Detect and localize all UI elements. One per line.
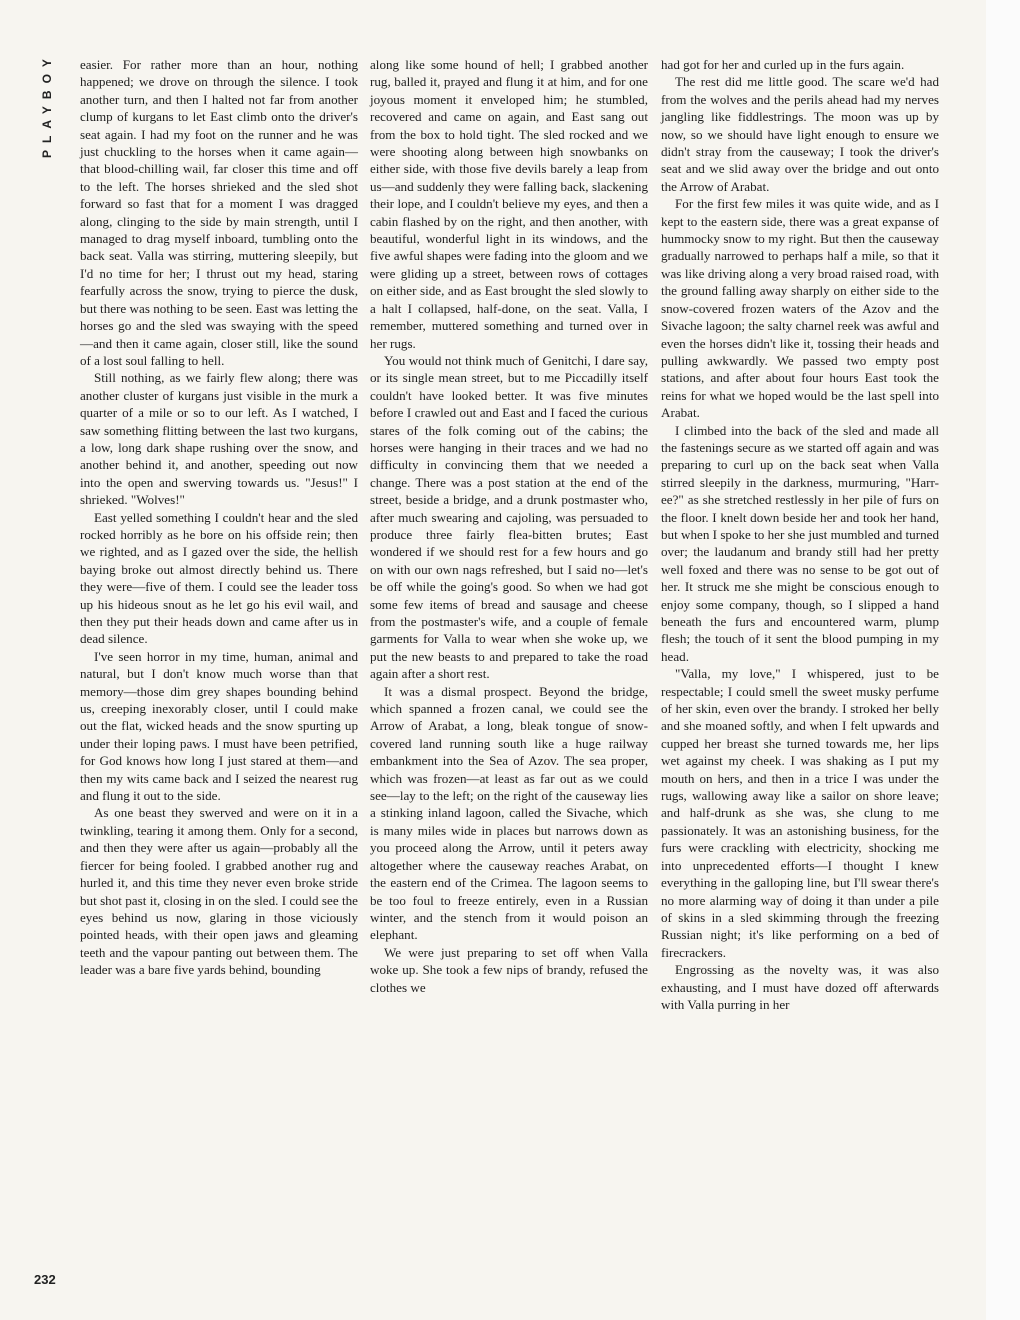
masthead-label: PLAYBOY [40, 52, 54, 158]
paragraph: For the first few miles it was quite wide, and as I kept to the eastern side, there was a great expanse of hummocky snow to my right. But then the causeway gradually narrowed to perhaps half a mile, so that it was like driving along a very broad raised road, with the ground falling away sharply on either side to the snow-covered frozen waters of the Azov and the Sivache lagoon; the salty charnel reek was awful and even the horses didn't like it, tossing their heads and pulling awkwardly. We passed two empty post stations, and after about four hours East took the reins for what we hoped would be the last spell into Arabat. [661, 196, 939, 421]
paragraph: As one beast they swerved and were on it in a twinkling, tearing it among them. Only for a second, and then they were after us again—probably all the fiercer for being fooled. I grabbed another rug and hurled it, and this time they never even broke stride but shot past it, closing in on the sled. I could see the eyes behind us now, glaring in those viciously pointed heads, with their open jaws and gleaming teeth and the vapour panting out between them. The leader was a bare five yards behind, bounding [80, 805, 358, 978]
paragraph: had got for her and curled up in the furs again. [661, 57, 905, 72]
text-column-1 [80, 56, 358, 979]
text-column-3 [661, 56, 939, 1013]
paragraph: along like some hound of hell; I grabbed another rug, balled it, prayed and flung it at him, and for one joyous moment it enveloped him; he stumbled, recovered and came on again, and East sang out from the box to hold tight. The sled rocked and we were shooting along between high snowbanks on either side, with those five devils barely a leap from us—and suddenly they were falling back, slackening their lope, and I couldn't believe my eyes, and then a cabin flashed by on the right, and then another, with beautiful, wonderful light in its windows, and the five awful shapes were fading into the gloom and we were gliding up a street, between rows of cottages on either side, and as East brought the sled slowly to a halt I collapsed, half-done, on the seat. Valla, I remember, muttered something and turned over in her rugs. [370, 57, 648, 351]
paragraph: Engrossing as the novelty was, it was also exhausting, and I must have dozed off afterwards with Valla purring in her [661, 962, 939, 1012]
page-number: 232 [34, 1272, 56, 1287]
paragraph: The rest did me little good. The scare we'd had from the wolves and the perils ahead had my nerves jangling like fiddlestrings. The moon was up by now, so we should have light enough to ensure we didn't stray from the causeway; I took the driver's seat and we slid away over the bridge and out onto the Arrow of Arabat. [661, 74, 939, 194]
paragraph: "Valla, my love," I whispered, just to be respectable; I could smell the sweet musky perfume of her skin, even over the brandy. I stroked her belly and she moaned softly, and when I felt upwards and cupped her breast she turned towards me, her lips wet against my cheek. I was shaking as I put my mouth on hers, and then in a trice I was under the rugs, wallowing away like a sailor on shore leave; and half-drunk as she was, she clung to me passionately. It was an astonishing business, for the furs were crackling with electricity, shocking me into unprecedented efforts—I thought I knew everything in the galloping line, but I'll swear there's no more alarming way of doing it than under a pile of skins in a sled skimming through the freezing Russian night; it's like performing on a bed of firecrackers. [661, 666, 939, 960]
paragraph: easier. For rather more than an hour, nothing happened; we drove on through the silence. I took another turn, and then I halted not far from another clump of kurgans to let East climb onto the driver's seat again. I had my foot on the runner and he was just chuckling to the horses when it came again—that blood-chilling wail, far closer this time and off to the left. The horses shrieked and the sled shot forward so fast that for a moment I was dragged along, clinging to the side by main strength, until I managed to drag myself inboard, tumbling onto the back seat. Valla was stirring, muttering sleepily, but I'd no time for her; I thrust out my head, staring fearfully across the snow, trying to pierce the dusk, but there was nothing to be seen. East was letting the horses go and the sled was swaying with the speed —and then it came again, closer still, like the sound of a lost soul falling to hell. [80, 57, 358, 368]
paragraph: We were just preparing to set off when Valla woke up. She took a few nips of brandy, refused the clothes we [370, 944, 648, 995]
paragraph: I've seen horror in my time, human, animal and natural, but I don't know much worse than that memory—those dim grey shapes bounding behind us, creeping inexorably closer, until I could make out the flat, wicked heads and the snow spurting up under their loping paws. I must have been petrified, for God knows how long I just stared at them—and then my wits came back and I seized the nearest rug and flung it out to the side. [80, 648, 358, 804]
paragraph: Still nothing, as we fairly flew along; there was another cluster of kurgans just visible in the murk a quarter of a mile or so to our left. As I watched, I saw something flitting between the last two kurgans, a low, long dark shape rushing over the snow, and another behind it, and another, speeding out now into the open and swerving towards us. "Jesus!" I shrieked. "Wolves!" [80, 370, 358, 508]
masthead [40, 52, 66, 212]
paragraph: East yelled something I couldn't hear and the sled rocked horribly as he bore on his offside rein; then we righted, and as I gazed over the side, the hellish baying broke out almost directly behind us. There they were—five of them. I could see the leader toss up his hideous snout as he let go his evil wail, and then they put their heads down and came after us in dead silence. [80, 509, 358, 647]
page-edge [986, 0, 1020, 1320]
paragraph: You would not think much of Genitchi, I dare say, or its single mean street, but to me Piccadilly itself couldn't have looked better. It was five minutes before I crawled out and East and I faced the curious stares of the folk coming out of the cabins; the horses were hanging in their traces and we had no difficulty in convincing them that we needed a change. There was a post station at the end of the street, beside a bridge, and a drunk postmaster who, after much swearing and cajoling, was persuaded to produce three fairly flea-bitten brutes; East wondered if we should rest for a few hours and go on with our own nags refreshed, but I said no—let's be off while the going's good. So when we had got some few items of bread and sausage and cheese from the postmaster's wife, and a couple of female garments for Valla to wear when she woke up, we put the new beasts to and prepared to take the road again after a short rest. [370, 352, 648, 682]
paragraph: It was a dismal prospect. Beyond the bridge, which spanned a frozen canal, we could see the Arrow of Arabat, a long, bleak tongue of snow-covered land running south like a huge railway embankment into the Sea of Azov. The sea proper, which was frozen—at least as far out as we could see—lay to the left; on the right of the causeway lies a stinking inland lagoon, called the Sivache, which is many miles wide in places but narrows down as you proceed along the Arrow, until it peters away altogether where the causeway reaches Arabat, on the eastern end of the Crimea. The lagoon seems to be too foul to freeze entirely, even in a Russian winter, and the stench from it would poison an elephant. [370, 683, 648, 943]
text-column-2 [370, 56, 648, 996]
paragraph: I climbed into the back of the sled and made all the fastenings secure as we started off again and was preparing to curl up on the back seat when Valla stirred sleepily in the darkness, murmuring, "Harr-ee?" as she stretched restlessly in her pile of furs on the floor. I knelt down beside her and took her hand, but when I spoke to her she just mumbled and turned over; the laudanum and brandy still had her pretty well foxed and there was no sense to be got out of her. It struck me she might be conscious enough to enjoy some company, though, so I slipped a hand beneath the furs and encountered warm, plump flesh; the touch of it sent the blood pumping in my head. [661, 422, 939, 664]
